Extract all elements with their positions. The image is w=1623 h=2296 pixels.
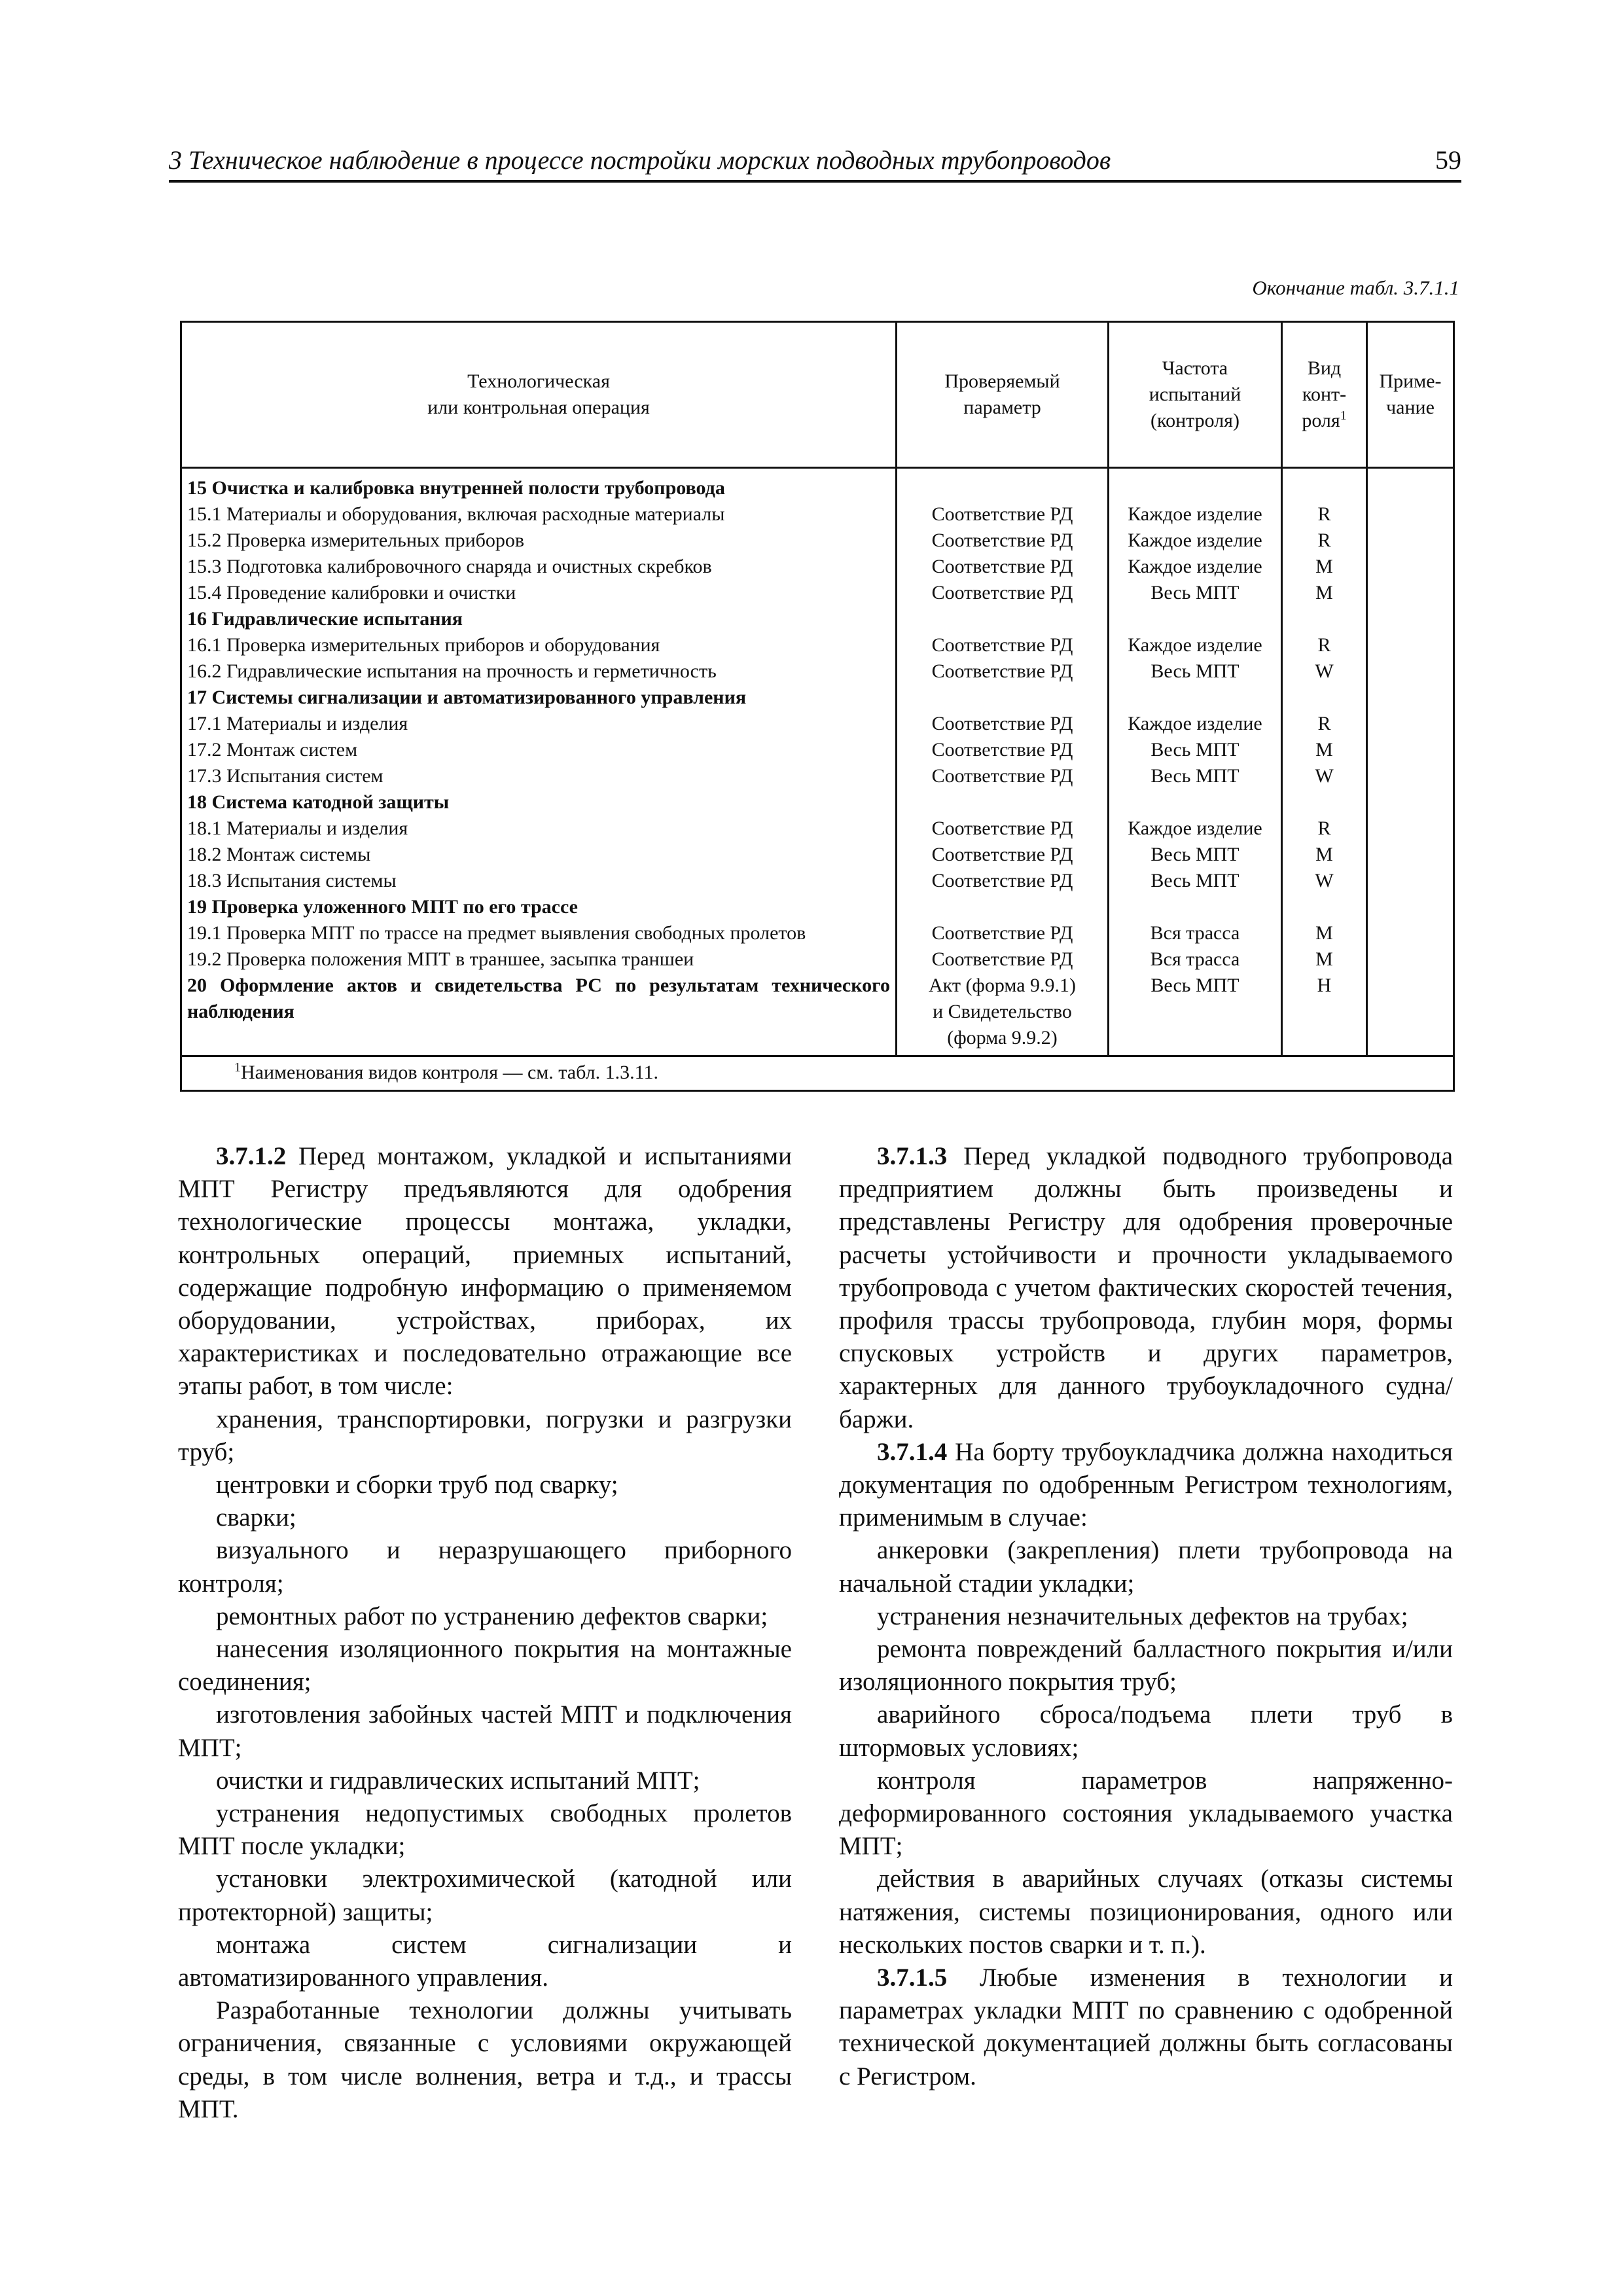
row-note: [1367, 658, 1454, 685]
paragraph-3-7-1-4: 3.7.1.4 На борту трубоукладчика должна находиться документация по одобренным Регистром технологиям, применимым в случае:: [839, 1437, 1453, 1532]
row-control: W: [1282, 658, 1367, 685]
row-operation: 18 Система катодной защиты: [181, 789, 897, 816]
row-parameter: Соответствие РД: [897, 868, 1109, 894]
row-parameter: [897, 468, 1109, 502]
table-row: [181, 894, 1454, 920]
row-control: M: [1282, 554, 1367, 580]
row-parameter: Соответствие РД: [897, 658, 1109, 685]
list-item: нанесения изоляционного покрытия на монтажные соединения;: [178, 1635, 792, 1696]
table-row: [181, 468, 1454, 502]
row-operation: 18.2 Монтаж системы: [181, 842, 897, 868]
row-control: R: [1282, 501, 1367, 528]
row-note: [1367, 554, 1454, 580]
row-parameter: Соответствие РД: [897, 554, 1109, 580]
row-operation: 19.1 Проверка МПТ по трассе на предмет выявления свободных пролетов: [181, 920, 897, 946]
list-item: очистки и гидравлических испытаний МПТ;: [216, 1766, 700, 1795]
row-note: [1367, 501, 1454, 528]
row-note: [1367, 737, 1454, 763]
row-note: [1367, 868, 1454, 894]
list-item: центровки и сборки труб под сварку;: [216, 1471, 618, 1499]
row-note: [1367, 528, 1454, 554]
table-row: [181, 946, 1454, 973]
table-row: [181, 789, 1454, 816]
clause-number: 3.7.1.5: [877, 1964, 948, 1992]
left-list: [178, 1403, 792, 2126]
row-operation: 17.1 Материалы и изделия: [181, 711, 897, 737]
table-row: [181, 868, 1454, 894]
row-parameter: Соответствие РД: [897, 842, 1109, 868]
table-row: [181, 554, 1454, 580]
header-parameter: Проверяемый параметр: [897, 322, 1109, 468]
row-note: [1367, 632, 1454, 658]
row-note: [1367, 468, 1454, 502]
row-control: [1282, 685, 1367, 711]
row-operation: 16 Гидравлические испытания: [181, 606, 897, 632]
row-frequency: Каждое изделие: [1109, 554, 1282, 580]
page-number: 59: [1435, 145, 1461, 175]
table-caption: Окончание табл. 3.7.1.1: [1252, 276, 1459, 299]
row-note: [1367, 946, 1454, 973]
row-frequency: Весь МПТ: [1109, 868, 1282, 894]
row-frequency: Каждое изделие: [1109, 711, 1282, 737]
row-frequency: [1109, 468, 1282, 502]
row-control: R: [1282, 632, 1367, 658]
left-text-column: [178, 1140, 792, 2126]
row-operation: 16.1 Проверка измерительных приборов и оборудования: [181, 632, 897, 658]
row-control: [1282, 468, 1367, 502]
row-control: R: [1282, 711, 1367, 737]
table-row: [181, 606, 1454, 632]
row-frequency: Вся трасса: [1109, 920, 1282, 946]
row-note: [1367, 894, 1454, 920]
table-body: [181, 468, 1454, 1056]
table-row: [181, 528, 1454, 554]
row-frequency: Весь МПТ: [1109, 658, 1282, 685]
row20-control: H: [1282, 973, 1367, 1056]
row-parameter: Соответствие РД: [897, 946, 1109, 973]
row-parameter: Соответствие РД: [897, 632, 1109, 658]
list-item: контроля параметров напряженно-деформированного состояния укладываемого участка МПТ;: [839, 1766, 1453, 1861]
row-control: [1282, 789, 1367, 816]
row-control: [1282, 894, 1367, 920]
list-item: сварки;: [216, 1503, 296, 1532]
list-item: хранения, транспортировки, погрузки и разгрузки труб;: [178, 1405, 792, 1466]
row-frequency: Каждое изделие: [1109, 501, 1282, 528]
table-row: [181, 711, 1454, 737]
row-note: [1367, 816, 1454, 842]
row-control: M: [1282, 946, 1367, 973]
row-note: [1367, 580, 1454, 606]
row-frequency: Каждое изделие: [1109, 816, 1282, 842]
header-note: Приме- чание: [1367, 322, 1454, 468]
row-control: R: [1282, 528, 1367, 554]
list-item: монтажа систем сигнализации и автоматизированного управления.: [178, 1930, 792, 1992]
row-operation: 15.2 Проверка измерительных приборов: [181, 528, 897, 554]
clause-number: 3.7.1.3: [877, 1142, 948, 1170]
list-item: ремонта повреждений балластного покрытия и/или изоляционного покрытия труб;: [839, 1635, 1453, 1696]
row-operation: 17 Системы сигнализации и автоматизированного управления: [181, 685, 897, 711]
paragraph-3-7-1-3: 3.7.1.3 Перед укладкой подводного трубопровода предприятием должны быть произведены и представлены Регистру для одобрения проверочные расчеты устойчивости и прочности укладываемого трубопровода с учетом фактических скоростей течения, профиля трассы трубопровода, глубин моря, формы спусковых устройств и других параметров, характерных для данного трубоукладочного судна/баржи.: [839, 1142, 1453, 1433]
row-control: M: [1282, 737, 1367, 763]
row-note: [1367, 685, 1454, 711]
right-list: [839, 1534, 1453, 1962]
header-operation: Технологическая или контрольная операция: [181, 322, 897, 468]
row-frequency: [1109, 685, 1282, 711]
row-parameter: Соответствие РД: [897, 737, 1109, 763]
paragraph-3-7-1-2: 3.7.1.2 Перед монтажом, укладкой и испытаниями МПТ Регистру предъявляются для одобрения технологические процессы монтажа, укладки, контрольных операций, приемных испытаний, содержащие подробную информацию о применяемом оборудовании, устройствах, приборах, их характеристиках и последовательно отражающие все этапы работ, в том числе:: [178, 1142, 792, 1401]
table-row: [181, 580, 1454, 606]
row-control: W: [1282, 868, 1367, 894]
row-operation: 19.2 Проверка положения МПТ в траншее, засыпка траншеи: [181, 946, 897, 973]
row-parameter: [897, 789, 1109, 816]
row-parameter: Соответствие РД: [897, 501, 1109, 528]
operations-table: [180, 321, 1455, 1092]
row20-parameter: Акт (форма 9.9.1) и Свидетельство (форма 9.9.2): [897, 973, 1109, 1056]
row-operation: 16.2 Гидравлические испытания на прочность и герметичность: [181, 658, 897, 685]
list-item: визуального и неразрушающего приборного контроля;: [178, 1536, 792, 1598]
row-frequency: Весь МПТ: [1109, 842, 1282, 868]
row-frequency: [1109, 789, 1282, 816]
row-parameter: Соответствие РД: [897, 528, 1109, 554]
running-head: [169, 141, 1461, 183]
row-operation: 18.3 Испытания системы: [181, 868, 897, 894]
row-note: [1367, 606, 1454, 632]
list-item: изготовления забойных частей МПТ и подключения МПТ;: [178, 1700, 792, 1762]
row-parameter: [897, 894, 1109, 920]
row-parameter: Соответствие РД: [897, 711, 1109, 737]
table-row: [181, 763, 1454, 789]
row-control: M: [1282, 920, 1367, 946]
row-frequency: Каждое изделие: [1109, 632, 1282, 658]
row-parameter: Соответствие РД: [897, 920, 1109, 946]
table-row: [181, 658, 1454, 685]
row-note: [1367, 711, 1454, 737]
header-frequency: Частота испытаний (контроля): [1109, 322, 1282, 468]
row-control: M: [1282, 580, 1367, 606]
row20-frequency: Весь МПТ: [1109, 973, 1282, 1056]
table-row-20: [181, 973, 1454, 1056]
row-note: [1367, 920, 1454, 946]
paragraph-3-7-1-5: 3.7.1.5 Любые изменения в технологии и параметрах укладки МПТ по сравнению с одобренной технической документацией должны быть согласованы с Регистром.: [839, 1964, 1453, 2090]
row-operation: 18.1 Материалы и изделия: [181, 816, 897, 842]
table-row: [181, 685, 1454, 711]
list-item: устранения недопустимых свободных пролетов МПТ после укладки;: [178, 1799, 792, 1861]
row20-note: [1367, 973, 1454, 1056]
running-head-title: 3 Техническое наблюдение в процессе постройки морских подводных трубопроводов: [169, 145, 1111, 175]
row20-operation: 20 Оформление актов и свидетельства РС по результатам технического наблюдения: [181, 973, 897, 1056]
row-operation: 19 Проверка уложенного МПТ по его трассе: [181, 894, 897, 920]
row-parameter: Соответствие РД: [897, 816, 1109, 842]
list-item: действия в аварийных случаях (отказы системы натяжения, системы позиционирования, одного или нескольких постов сварки и т. п.).: [839, 1865, 1453, 1959]
list-item: аварийного сброса/подъема плети труб в штормовых условиях;: [839, 1700, 1453, 1762]
row-control: M: [1282, 842, 1367, 868]
row-frequency: [1109, 894, 1282, 920]
row-control: W: [1282, 763, 1367, 789]
row-frequency: Каждое изделие: [1109, 528, 1282, 554]
list-item: устранения незначительных дефектов на трубах;: [877, 1602, 1408, 1630]
table-header-row: [181, 322, 1454, 468]
row-operation: 15.1 Материалы и оборудования, включая расходные материалы: [181, 501, 897, 528]
table-footnote-row: [181, 1056, 1454, 1091]
row-frequency: [1109, 606, 1282, 632]
table-row: [181, 632, 1454, 658]
table-row: [181, 920, 1454, 946]
row-operation: 17.2 Монтаж систем: [181, 737, 897, 763]
row-operation: 15.3 Подготовка калибровочного снаряда и очистных скребков: [181, 554, 897, 580]
row-frequency: Весь МПТ: [1109, 763, 1282, 789]
row-frequency: Вся трасса: [1109, 946, 1282, 973]
header-control-type: Вид конт- роля$^1$: [1282, 322, 1367, 468]
right-text-column: [839, 1140, 1453, 2093]
table-row: [181, 737, 1454, 763]
row-operation: 15 Очистка и калибровка внутренней полости трубопровода: [181, 468, 897, 502]
row-note: [1367, 763, 1454, 789]
table-row: [181, 816, 1454, 842]
list-item: ремонтных работ по устранению дефектов сварки;: [216, 1602, 768, 1630]
row-frequency: Весь МПТ: [1109, 737, 1282, 763]
row-operation: 17.3 Испытания систем: [181, 763, 897, 789]
row-parameter: Соответствие РД: [897, 763, 1109, 789]
list-item: установки электрохимической (катодной или протекторной) защиты;: [178, 1865, 792, 1926]
row-operation: 15.4 Проведение калибровки и очистки: [181, 580, 897, 606]
row-control: [1282, 606, 1367, 632]
row-parameter: [897, 685, 1109, 711]
clause-number: 3.7.1.2: [216, 1142, 287, 1170]
row-control: R: [1282, 816, 1367, 842]
row-note: [1367, 842, 1454, 868]
list-item: Разработанные технологии должны учитывать ограничения, связанные с условиями окружающей среды, в том числе волнения, ветра и т.д., и трассы МПТ.: [178, 1996, 792, 2123]
list-item: анкеровки (закрепления) плети трубопровода на начальной стадии укладки;: [839, 1536, 1453, 1598]
table-row: [181, 842, 1454, 868]
row-parameter: Соответствие РД: [897, 580, 1109, 606]
clause-number: 3.7.1.4: [877, 1437, 948, 1466]
row-note: [1367, 789, 1454, 816]
table-footnote: $^1$Наименования видов контроля — см. табл. 1.3.11.: [181, 1056, 1454, 1091]
row-frequency: Весь МПТ: [1109, 580, 1282, 606]
row-parameter: [897, 606, 1109, 632]
table-row: [181, 501, 1454, 528]
